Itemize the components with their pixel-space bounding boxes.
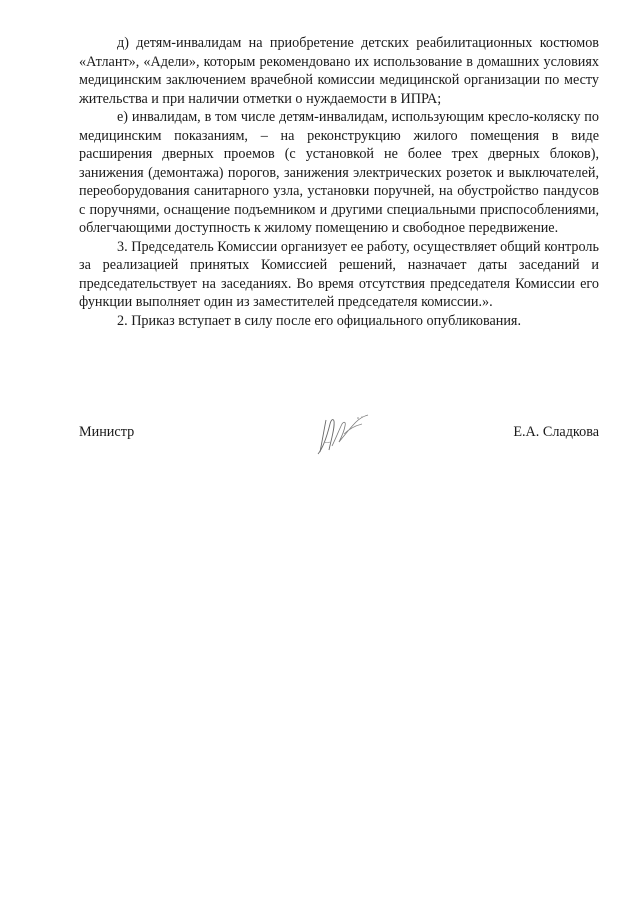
paragraph-d: д) детям-инвалидам на приобретение детских реабилитационных костюмов «Атлант», «Адели», которым рекомендовано их использование в домашних условиях медицинским заключением врачебной комиссии медицинской организации по месту жительства и при наличии отметки о нуждаемости в ИПРА; bbox=[79, 35, 599, 107]
signatory-title: Министр bbox=[79, 424, 135, 440]
document-body bbox=[79, 34, 599, 330]
paragraph-2: 2. Приказ вступает в силу после его официального опубликования. bbox=[117, 312, 522, 329]
signature-block bbox=[79, 424, 599, 464]
handwritten-signature bbox=[314, 412, 374, 458]
paragraph-e: е) инвалидам, в том числе детям-инвалидам, использующим кресло-коляску по медицинским показаниям, – на реконструкцию жилого помещения в виде расширения дверных проемов (с установкой не более трех дверных блоков), занижения (демонтажа) порогов, занижения электрических розеток и выключателей, переоборудования санитарного узла, установки поручней, на обустройство пандусов с поручнями, оснащение подъемником и другими специальными приспособлениями, облегчающими доступность к жилому помещению и свободное передвижение. bbox=[79, 109, 599, 236]
paragraph-3: 3. Председатель Комиссии организует ее работу, осуществляет общий контроль за реализацией принятых Комиссией решений, назначает даты заседаний и председательствует на заседаниях. Во время отсутствия председателя Комиссии его функции выполняет один из заместителей председателя комиссии.». bbox=[79, 238, 599, 310]
signatory-name: Е.А. Сладкова bbox=[513, 424, 599, 440]
